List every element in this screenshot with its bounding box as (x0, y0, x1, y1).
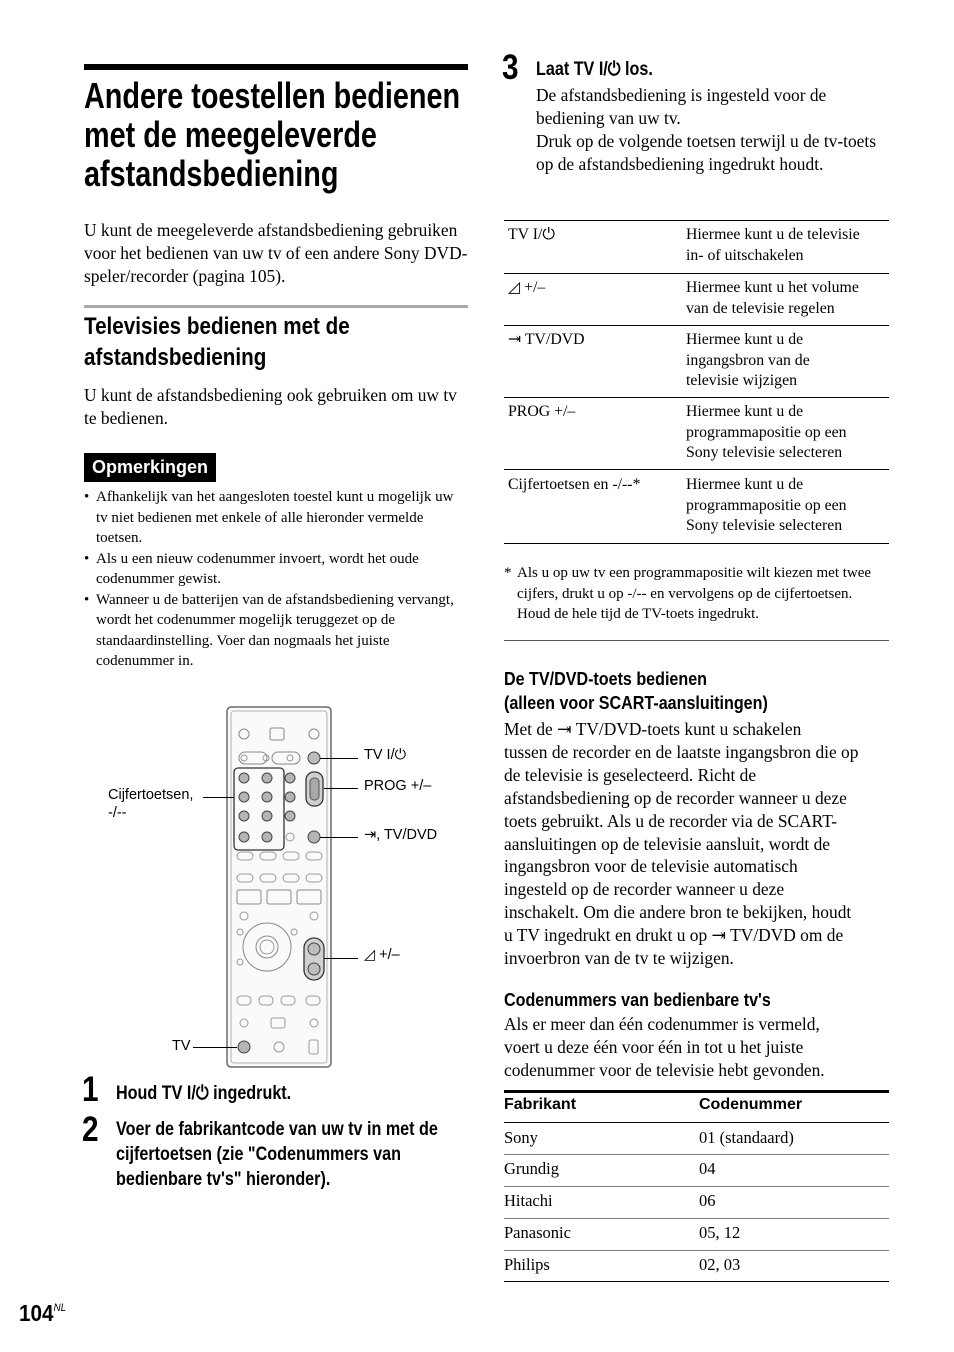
codes-intro (504, 1013, 894, 1082)
key-name: Cijfertoetsen en -/--* (508, 476, 641, 493)
table-cell-code: 06 (699, 1191, 716, 1210)
table-cell-fabrikant: Hitachi (504, 1191, 553, 1210)
table-cell-fabrikant: Panasonic (504, 1223, 571, 1242)
step-instruction-line: Voer de fabrikantcode van uw tv in met de (116, 1119, 438, 1140)
codes-intro-line: Als er meer dan één codenummer is vermeld, (504, 1014, 820, 1034)
key-name: ◿ +/– (508, 279, 546, 296)
table-cell-code: 01 (standaard) (699, 1128, 794, 1147)
key-name: ⇥ TV/DVD (508, 331, 585, 348)
step-instruction-line: bedienbare tv's" hieronder). (116, 1169, 331, 1190)
page-number-value: 104 (19, 1300, 54, 1326)
key-description-line: programmapositie op een (686, 496, 847, 514)
table-rule (504, 220, 889, 221)
tvdvd-line: ingesteld op de recorder wanneer u deze (504, 879, 785, 900)
tvdvd-line: Met de ⇥ TV/DVD-toets kunt u schakelen (504, 719, 802, 739)
key-description-line: Hiermee kunt u de (686, 476, 804, 493)
title-top-rule (84, 64, 468, 70)
table-rule (504, 325, 889, 326)
tvdvd-line: afstandsbediening op de recorder wanneer u deze (504, 787, 847, 808)
figure-label-tv: TV (172, 1038, 191, 1054)
section-paragraph: U kunt de afstandsbediening ook gebruiken om uw tv te bedienen. (84, 385, 457, 428)
table-rule (504, 543, 889, 544)
leader-line (320, 758, 358, 759)
note-item: • Als u een nieuw codenummer invoert, wordt het oude codenummer gewist. (84, 549, 468, 590)
table-cell-code: 05, 12 (699, 1223, 741, 1242)
tvdvd-heading (504, 667, 768, 715)
leader-line (320, 837, 358, 838)
tvdvd-line: invoerbron van de tv te wijzigen. (504, 948, 734, 969)
table-rule (504, 469, 889, 470)
figure-label-prog: PROG +/– (364, 778, 432, 794)
step-3-body (536, 84, 888, 176)
table-rule (504, 1186, 889, 1187)
codes-table-header-codenummer: Codenummer (699, 1096, 803, 1113)
key-description (686, 475, 847, 537)
table-rule (504, 1250, 889, 1251)
table-rule (504, 1281, 889, 1282)
key-description-line: Hiermee kunt u de (686, 403, 804, 420)
codes-table-header-fabrikant: Fabrikant (504, 1096, 577, 1113)
leader-line (193, 1047, 237, 1048)
figure-label-cijfertoetsen: Cijfertoetsen, (108, 787, 194, 803)
step-number: 3 (502, 48, 519, 87)
tvdvd-line: aansluitingen op de televisie aansluit, wordt de (504, 833, 830, 854)
key-description-line: in- of uitschakelen (686, 246, 804, 264)
key-description-line: van de televisie regelen (686, 299, 835, 317)
section-heading (84, 311, 350, 373)
key-description-line: ingangsbron van de (686, 351, 810, 369)
note-item: • Wanneer u de batterijen van de afstandsbediening vervangt, wordt het codenummer mogelijk teruggezet op de standaardinstelling. Voer dan nogmaals het juiste codenummer in. (84, 590, 468, 672)
leader-line (324, 788, 358, 789)
notes-label: Opmerkingen (84, 453, 216, 482)
step-instruction: Laat TV I/⏻ los. (536, 59, 653, 80)
table-rule (504, 397, 889, 398)
tvdvd-line: inschakelt. Om die andere bron te bekijken, houdt (504, 902, 852, 923)
note-item: • Afhankelijk van het aangesloten toestel kunt u mogelijk uw tv niet bedienen met enkele of alle hieronder vermelde toetsen. (84, 487, 468, 549)
codes-intro-line: voert u deze één voor één in tot u het juiste (504, 1036, 804, 1057)
table-rule (504, 273, 889, 274)
section-heading-line: Televisies bedienen met de (84, 313, 350, 340)
key-description-line: Sony televisie selecteren (686, 444, 843, 461)
tvdvd-line: de televisie is geselecteerd. Richt de (504, 764, 757, 785)
page-title-line: Andere toestellen bedienen (84, 75, 461, 116)
key-description-line: Sony televisie selecteren (686, 517, 843, 534)
section-heading-line: afstandsbediening (84, 344, 267, 371)
leader-line (203, 797, 234, 798)
tvdvd-line: u TV ingedrukt en drukt u op ⇥ TV/DVD om de (504, 925, 844, 946)
step-3-paragraph: De afstandsbediening is ingesteld voor de bediening van uw tv. (536, 85, 827, 128)
codes-table-top-rule (504, 1090, 889, 1093)
page-language-suffix: NL (53, 1302, 67, 1314)
footnote: Als u op uw tv een programmapositie wilt kiezen met twee cijfers, drukt u op -/-- en vervolgens op de cijfertoetsen. Houd de hele tijd de TV-toets ingedrukt. (517, 565, 872, 622)
table-rule (504, 1122, 889, 1123)
table-rule (504, 1218, 889, 1219)
tvdvd-line: ingangsbron voor de televisie automatisch (504, 856, 798, 877)
key-description-line: Hiermee kunt u het volume (686, 279, 859, 296)
tvdvd-line: toets gebruikt. Als u de recorder via de SCART- (504, 810, 838, 831)
key-description-line: televisie wijzigen (686, 372, 797, 389)
leader-line (324, 958, 358, 959)
key-description (686, 402, 847, 464)
step-number: 2 (82, 1110, 99, 1149)
step-number: 1 (82, 1070, 99, 1109)
table-cell-fabrikant: Sony (504, 1128, 538, 1147)
key-name: PROG +/– (508, 403, 576, 420)
footnote-rule (504, 640, 889, 641)
table-cell-code: 02, 03 (699, 1255, 741, 1274)
step-instruction (116, 1117, 438, 1192)
notes-list (84, 487, 468, 672)
key-description (686, 278, 859, 319)
key-description-line: programmapositie op een (686, 423, 847, 441)
table-cell-fabrikant: Grundig (504, 1159, 559, 1178)
step-instruction-line: cijfertoetsen (zie "Codenummers van (116, 1144, 401, 1165)
figure-label-tv-power: TV I/⏻ (364, 747, 407, 763)
figure-label-cijfertoetsen-dash: -/-- (108, 805, 127, 821)
figure-label-tv-dvd: ⇥, TV/DVD (364, 827, 438, 843)
intro-paragraph: U kunt de meegeleverde afstandsbediening gebruiken voor het bedienen van uw tv of een andere Sony DVD-speler/recorder (pagina 105). (84, 220, 468, 286)
key-description-line: Hiermee kunt u de televisie (686, 226, 860, 243)
page-title (84, 76, 460, 193)
step-instruction: Houd TV I/⏻ ingedrukt. (116, 1083, 292, 1104)
key-description (686, 225, 860, 266)
page-number (19, 1300, 66, 1327)
footnote-mark: * (504, 565, 512, 581)
tvdvd-paragraph (504, 718, 894, 970)
table-cell-fabrikant: Philips (504, 1255, 550, 1274)
tvdvd-heading-line: (alleen voor SCART-aansluitingen) (504, 692, 768, 713)
codes-intro-line: codenummer voor de televisie hebt gevonden. (504, 1059, 825, 1080)
remote-control-illustration (226, 706, 332, 1068)
tvdvd-line: tussen de recorder en de laatste ingangsbron die op (504, 741, 859, 762)
key-description-line: Hiermee kunt u de (686, 331, 804, 348)
section-rule (84, 305, 468, 308)
codes-heading: Codenummers van bedienbare tv's (504, 989, 771, 1010)
page-title-line: met de meegeleverde (84, 114, 377, 155)
key-description (686, 330, 810, 392)
table-cell-code: 04 (699, 1159, 716, 1178)
table-rule (504, 1154, 889, 1155)
key-name: TV I/⏻ (508, 226, 555, 243)
tvdvd-heading-line: De TV/DVD-toets bedienen (504, 668, 708, 689)
figure-label-volume: ◿ +/– (364, 947, 400, 963)
page-title-line: afstandsbediening (84, 153, 339, 194)
step-3-paragraph: Druk op de volgende toetsen terwijl u de tv-toets op de afstandsbediening ingedrukt houdt. (536, 131, 877, 174)
